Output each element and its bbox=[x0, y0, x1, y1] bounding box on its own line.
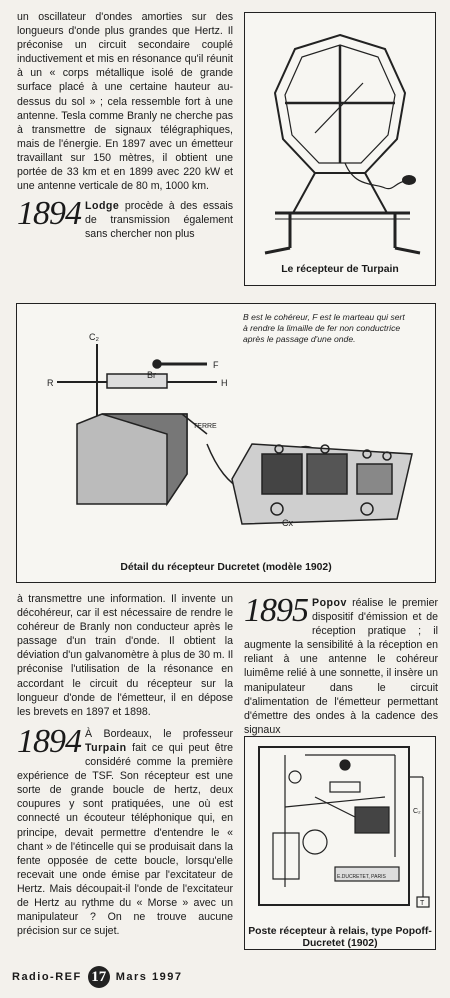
figure-popoff-frame bbox=[244, 736, 436, 950]
figure-turpain-frame bbox=[244, 12, 436, 286]
label-cx: Cx bbox=[282, 518, 293, 528]
page-number-badge: 17 bbox=[88, 966, 110, 988]
year-label: 1894 bbox=[17, 195, 81, 233]
label-c2: C₂ bbox=[89, 332, 99, 342]
name-turpain: Turpain bbox=[85, 741, 127, 754]
label-c2: C₂ bbox=[413, 808, 421, 815]
popov-text: réalise le premier dispositif d'émission et de réception pratique ; il augmente la sensibilité à la réception en reliant à une antenne le cohéreur luimême relié à une sonnette, il insère un manipulateur dans le circuit d'alimentation de l'émetteur permettant d'émettre des ondes à la cadence des signaux bbox=[244, 597, 438, 736]
issue-date: Mars 1997 bbox=[115, 971, 183, 983]
entry-1895-popov bbox=[244, 592, 438, 737]
name-lodge: Lodge bbox=[85, 200, 120, 213]
page-footer bbox=[12, 964, 182, 990]
name-popov: Popov bbox=[312, 597, 347, 609]
plate-text: E.DUCRETET, PARIS bbox=[337, 874, 386, 880]
year-label: 1895 bbox=[244, 592, 308, 629]
year-label: 1894 bbox=[17, 722, 81, 760]
caption-turpain: Le récepteur de Turpain bbox=[281, 264, 399, 275]
caption-popoff: Poste récepteur à relais, type Popoff-Ducretet (1902) bbox=[248, 926, 432, 949]
turpain-text-before: À Bordeaux, le professeur bbox=[85, 727, 233, 740]
label-r: R bbox=[47, 378, 54, 388]
label-t: T bbox=[420, 900, 425, 907]
label-br: Br bbox=[147, 370, 156, 380]
label-f: F bbox=[213, 360, 219, 370]
popoff-circuit-illustration bbox=[245, 737, 435, 917]
lodge-continued-paragraph: à transmettre une information. Il invente un décohéreur, car il est nécessaire de rendre le cohéreur de Branly non conducteur après le passage d'un train d'onde. Il obtient la déviation d'un galvanomètre à plus de 30 m. Il préconise l'utilisation de la résonance en accordant le circuit du récepteur sur la longueur d'onde de l'émetteur, il en dépose les brevets en 1897 et 1898. bbox=[17, 593, 233, 718]
column-top-left bbox=[17, 10, 233, 242]
label-h: H bbox=[221, 378, 228, 388]
entry-1894-turpain bbox=[17, 722, 233, 938]
caption-ducretet: Détail du récepteur Ducretet (modèle 1902) bbox=[120, 562, 332, 573]
tesla-paragraph: un oscillateur d'ondes amorties sur des longueurs d'onde plus grandes que Hertz. Il préconise un circuit secondaire couplé inductivement et mis en résonance qu'il réunit à un « corps métallique isolé de grande surface placé à une certaine hauteur au-dessus du sol » ; cela ressemble fort à une antenne. Tesla comme Branly ne cherche pas à transmettre de signaux télégraphiques, mais de l'énergie. En 1897 avec un émetteur travaillant sur 150 mètres, il obtient une portée de 33 km et en 1899 avec 220 kW et une antenne verticale de 80 m, 1000 km. bbox=[17, 11, 233, 193]
figure-ducretet-frame bbox=[16, 303, 436, 583]
lodge-text: procède à des essais de transmission également sans chercher non plus bbox=[85, 200, 233, 241]
column-bottom-left bbox=[17, 592, 233, 938]
column-bottom-right bbox=[244, 592, 438, 737]
label-terre: TERRE bbox=[193, 423, 217, 430]
turpain-text-after: fait ce qui peut être considéré comme la première expérience de TSF. Son récepteur est une sorte de grande boucle de hertz, deux coupures y sont pratiquées, une où est connecté un écouteur téléphonique qui, en principe, devait permettre d'entendre le « chant » de l'étincelle qui se produisait dans la fente opposée de cette boucle, lorsqu'elle recevait une onde émise par l'excitateur de Hertz. Mais découpait-il l'onde de l'excitateur de Hertz au rythme du « Morse » avec un manipulateur ? On ne trouve aucune précision sur ce sujet. bbox=[17, 741, 233, 938]
entry-1894-lodge bbox=[17, 195, 233, 241]
magazine-name: Radio-REF bbox=[12, 971, 82, 983]
turpain-receiver-illustration bbox=[245, 13, 435, 263]
ducretet-note: B est le cohéreur, F est le marteau qui sert à rendre la limaille de fer non conductrice après le passage d'une onde. bbox=[243, 312, 405, 344]
